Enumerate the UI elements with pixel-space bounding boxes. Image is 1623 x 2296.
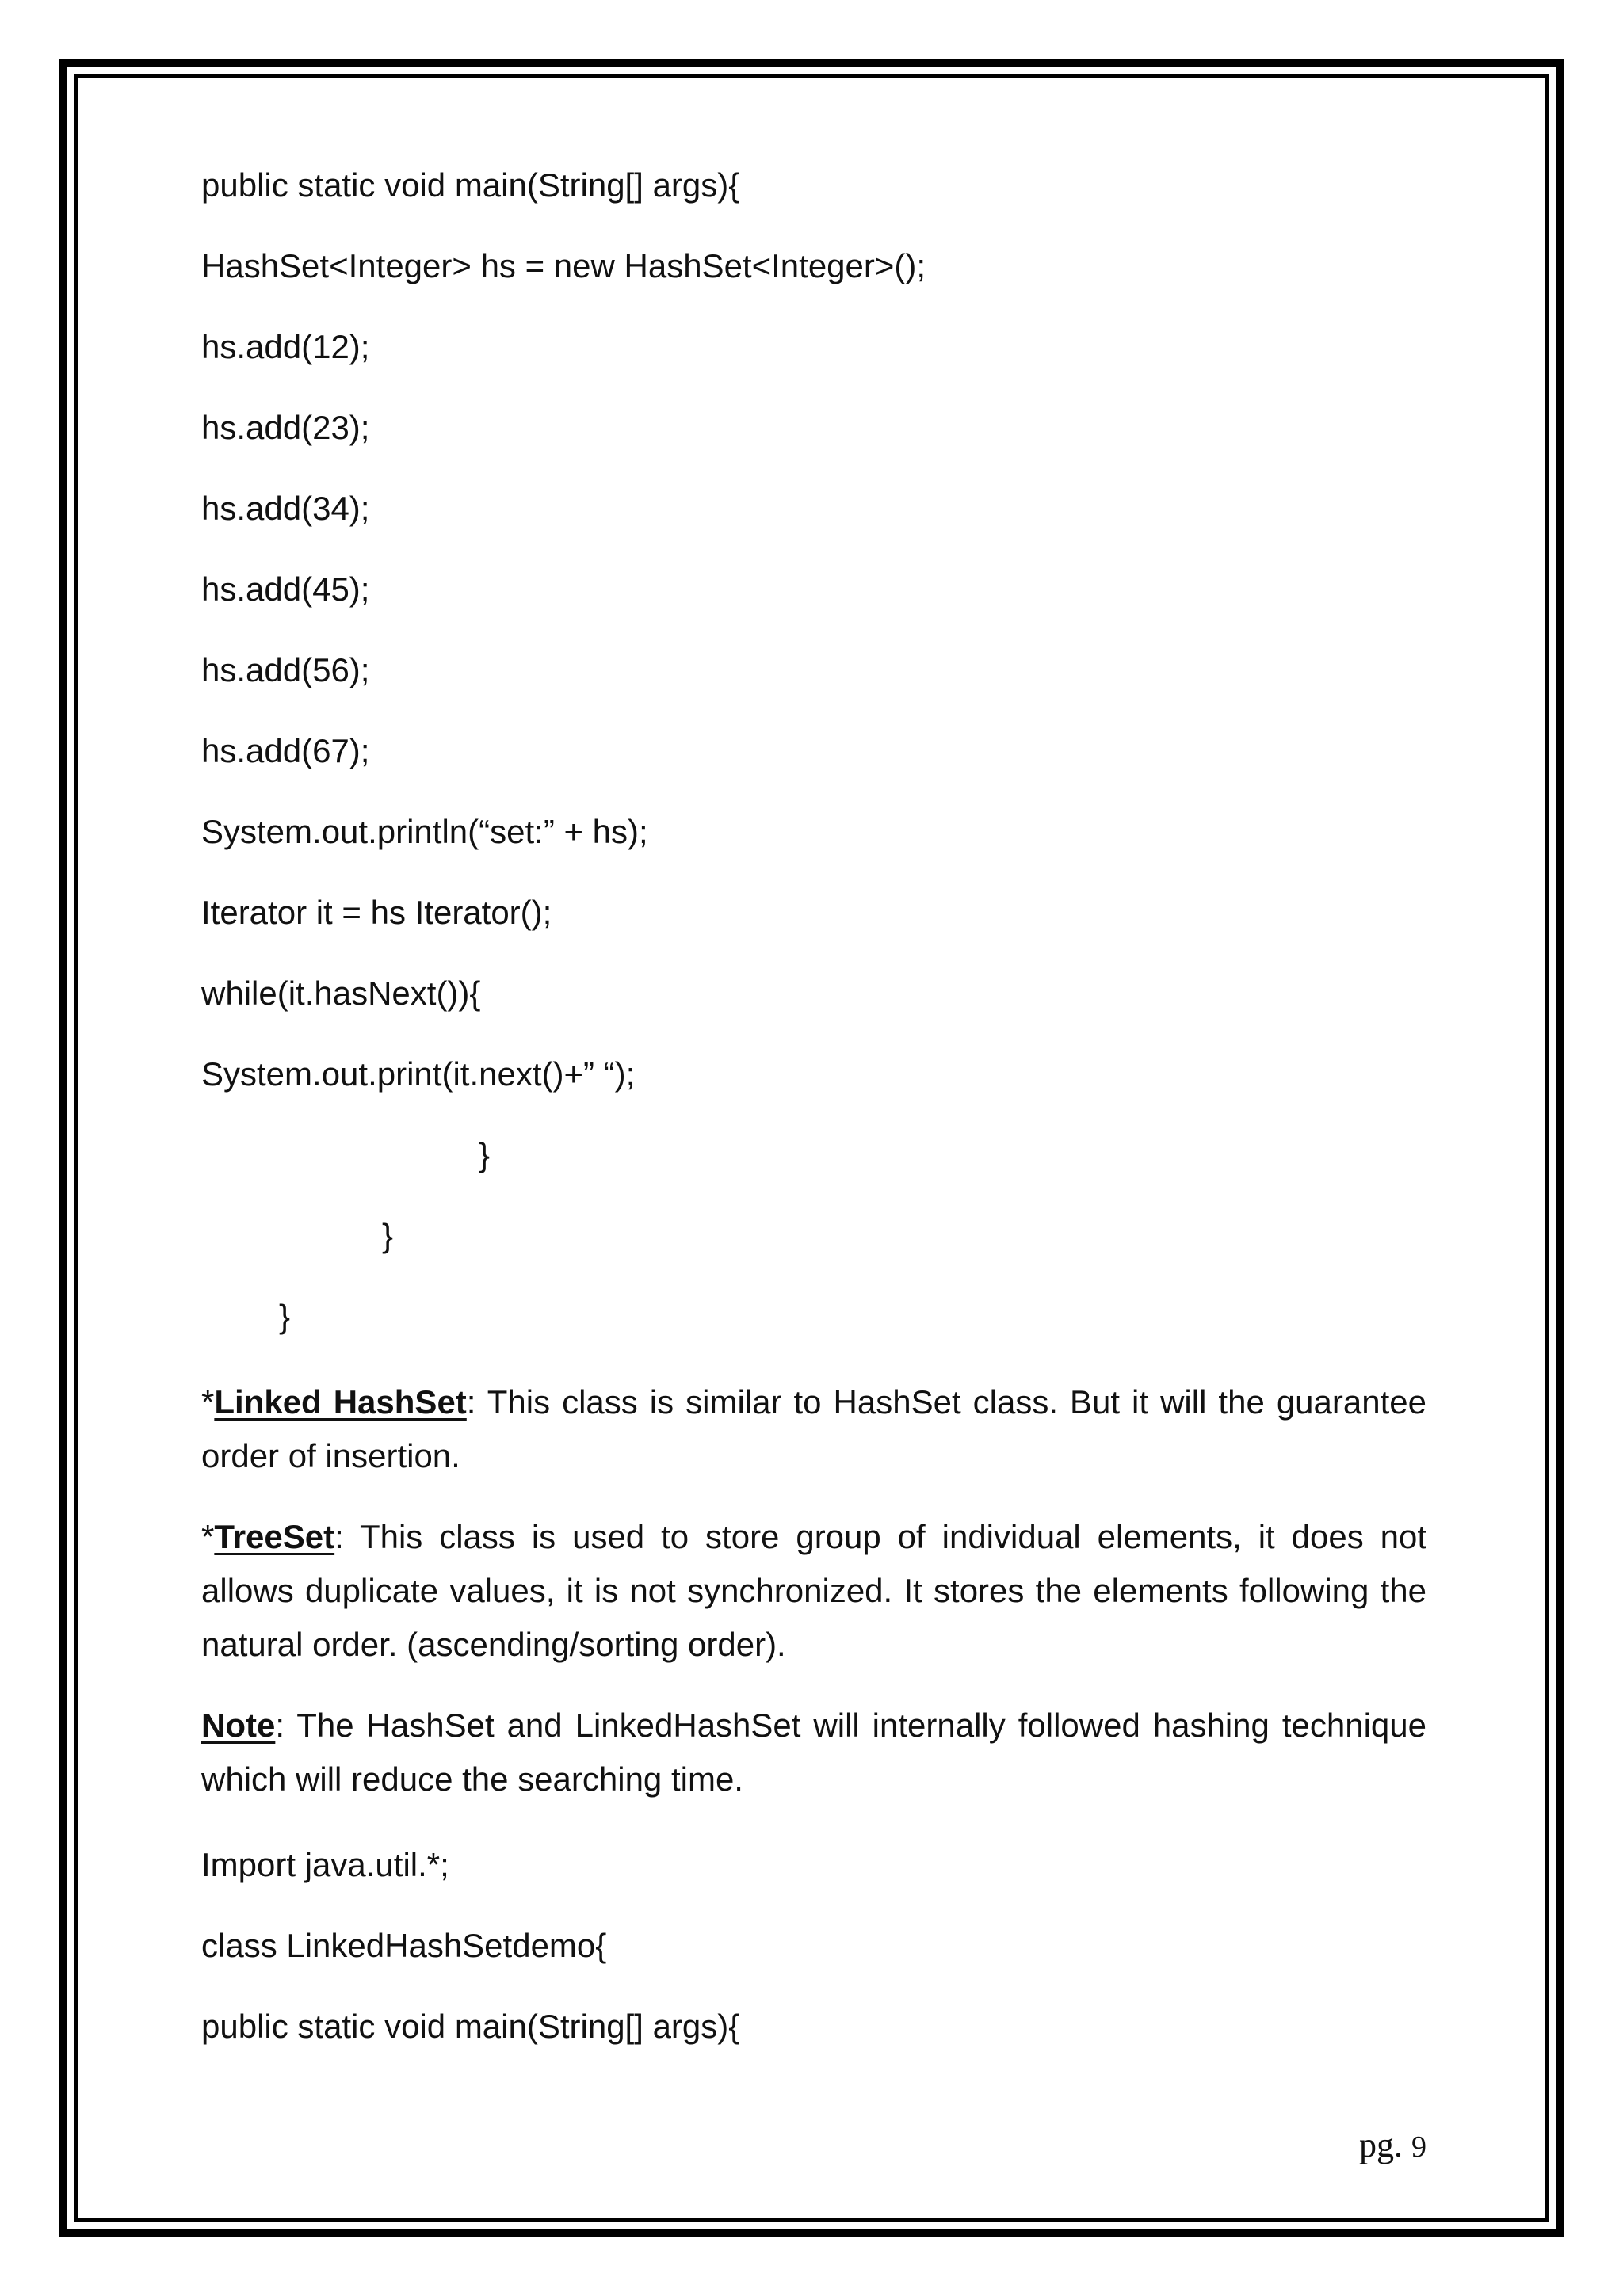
treeset-text: : This class is used to store group of individual elements, it does not allows duplicate values, it is not synchronized. It stores the elements following the natural order. (ascending/sorting order). [201,1518,1426,1663]
linked-hashset-paragraph [201,1375,1426,1483]
code-line: class LinkedHashSetdemo{ [201,1927,607,1964]
code-line: HashSet<Integer> hs = new HashSet<Integer>(); [201,247,926,284]
page-label: pg. [1359,2126,1403,2164]
code-line: public static void main(String[] args){ [201,2008,740,2045]
code-line: hs.add(12); [201,328,370,365]
bullet-asterisk: * [201,1383,215,1421]
code-line: hs.add(45); [201,570,370,608]
code-line: System.out.print(it.next()+” “); [201,1055,636,1093]
code-line: Import java.util.*; [201,1846,449,1883]
treeset-paragraph [201,1510,1426,1672]
note-term: Note [201,1707,276,1744]
code-line: Iterator it = hs Iterator(); [201,894,552,931]
linked-hashset-text: : This class is similar to HashSet class. But it will the guarantee order of insertion. [201,1383,1426,1474]
code-line: System.out.println(“set:” + hs); [201,813,648,850]
bullet-asterisk: * [201,1518,215,1555]
note-paragraph [201,1699,1426,1806]
treeset-term: TreeSet [214,1518,335,1555]
closing-brace: } [382,1217,394,1254]
note-text: : The HashSet and LinkedHashSet will internally followed hashing technique which will reduce the searching time. [201,1707,1426,1798]
code-line: hs.add(56); [201,651,370,688]
linked-hashset-term: Linked HashSet [214,1383,467,1421]
page-number [1359,2126,1426,2166]
closing-brace: } [479,1136,491,1173]
page-number-value: 9 [1411,2130,1426,2164]
code-line: hs.add(67); [201,732,370,769]
code-line: hs.add(34); [201,490,370,527]
page-border-inner [74,74,1549,2222]
closing-brace: } [279,1298,291,1335]
code-line: while(it.hasNext()){ [201,974,481,1012]
code-line: hs.add(23); [201,409,370,446]
code-line: public static void main(String[] args){ [201,166,740,204]
